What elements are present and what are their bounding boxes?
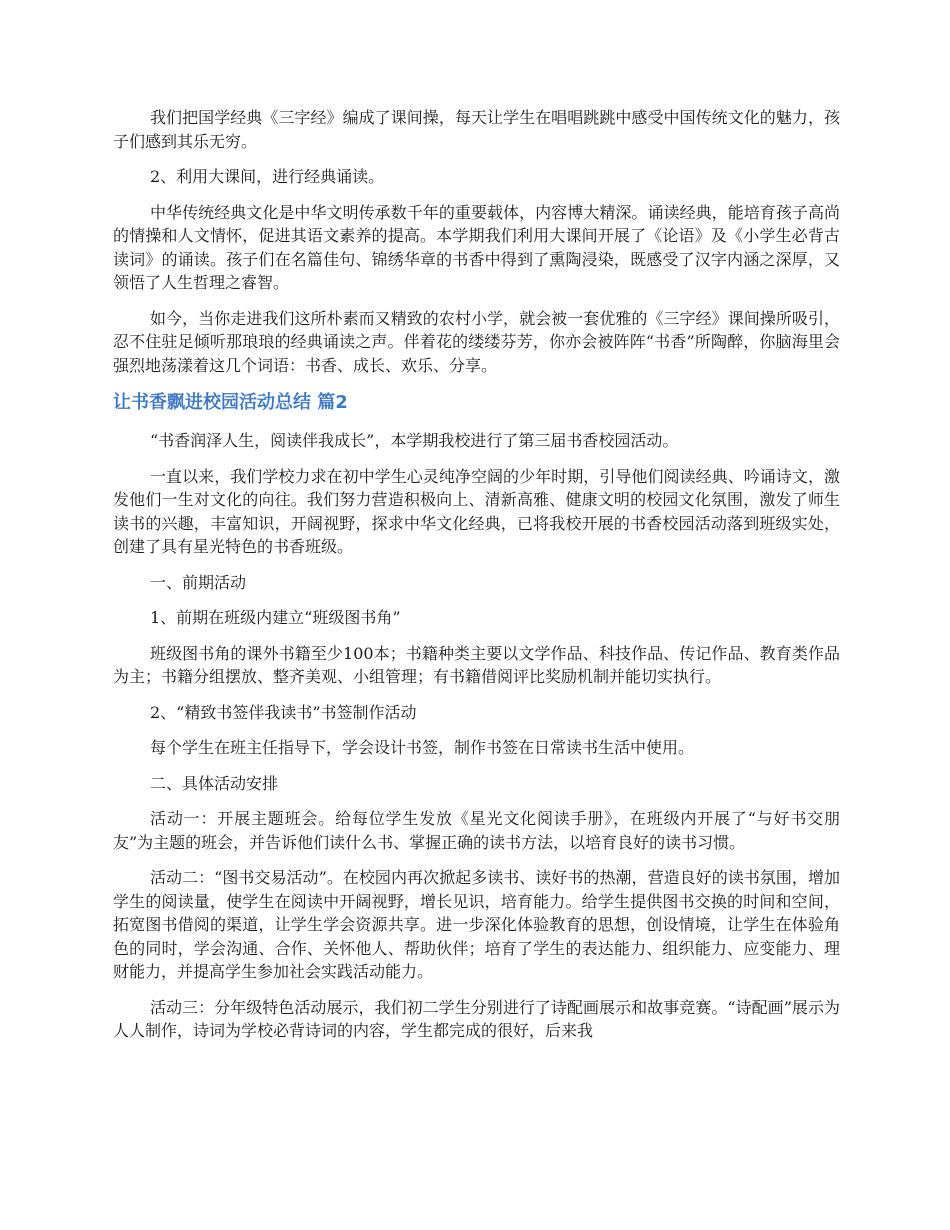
paragraph: 我们把国学经典《三字经》编成了课间操，每天让学生在唱唱跳跳中感受中国传统文化的魅力，孩子们感到其乐无穷。 xyxy=(113,108,840,151)
paragraph: 如今，当你走进我们这所朴素而又精致的农村小学，就会被一套优雅的《三字经》课间操所吸引，忍不住驻足倾听那琅琅的经典诵读之声。伴着花的缕缕芬芳，你亦会被阵阵“书香”所陶醉，你脑海里会强烈地荡漾着这几个词语：书香、成长、欢乐、分享。 xyxy=(113,308,840,375)
paragraph: 活动二：“图书交易活动”。在校园内再次掀起多读书、读好书的热潮，营造良好的读书氛围，增加学生的阅读量，使学生在阅读中开阔视野，增长见识，培育能力。给学生提供图书交换的时间和空间，拓宽图书借阅的渠道，让学生学会资源共享。进一步深化体验教育的思想，创设情境，让学生在体验角色的同时，学会沟通、合作、关怀他人、帮助伙伴；培育了学生的表达能力、组织能力、应变能力、理财能力，并提高学生参加社会实践活动能力。 xyxy=(113,868,840,981)
paragraph: 2、利用大课间，进行经典诵读。 xyxy=(150,167,385,186)
paragraph: 活动一：开展主题班会。给每位学生发放《星光文化阅读手册》，在班级内开展了“与好书交朋友”为主题的班会，并告诉他们读什么书、掌握正确的读书方法，以培育良好的读书习惯。 xyxy=(113,809,840,852)
paragraph: “书香润泽人生，阅读伴我成长”，本学期我校进行了第三届书香校园活动。 xyxy=(150,431,679,450)
paragraph: 班级图书角的课外书籍至少100本；书籍种类主要以文学作品、科技作品、传记作品、教育类作品为主；书籍分组摆放、整齐美观、小组管理；有书籍借阅评比奖励机制并能切实执行。 xyxy=(113,643,840,686)
paragraph: 1、前期在班级内建立“班级图书角” xyxy=(150,608,401,627)
paragraph: 一直以来，我们学校力求在初中学生心灵纯净空阔的少年时期，引导他们阅读经典、吟诵诗文，激发他们一生对文化的向往。我们努力营造积极向上、清新高雅、健康文明的校园文化氛围，激发了师生读书的兴趣，丰富知识，开阔视野，探求中华文化经典，已将我校开展的书香校园活动落到班级实处，创建了具有星光特色的书香班级。 xyxy=(113,466,840,556)
paragraph: 2、“精致书签伴我读书”书签制作活动 xyxy=(150,702,417,722)
document-page xyxy=(113,106,840,1055)
section-heading: 让书香飘进校园活动总结 篇2 xyxy=(113,392,348,413)
paragraph: 活动三：分年级特色活动展示，我们初二学生分别进行了诗配画展示和故事竞赛。“诗配画”展示为人人制作，诗词为学校必背诗词的内容，学生都完成的很好，后来我 xyxy=(113,997,840,1040)
paragraph: 二、具体活动安排 xyxy=(150,773,279,793)
paragraph: 一、前期活动 xyxy=(150,572,247,592)
paragraph: 每个学生在班主任指导下，学会设计书签，制作书签在日常读书生活中使用。 xyxy=(150,738,695,757)
paragraph: 中华传统经典文化是中华文明传承数千年的重要载体，内容博大精深。诵读经典，能培育孩子高尚的情操和人文情怀，促进其语文素养的提高。本学期我们利用大课间开展了《论语》及《小学生必背古读词》的诵读。孩子们在名篇佳句、锦绣华章的书香中得到了熏陶浸染，既感受了汉字内涵之深厚，又领悟了人生哲理之睿智。 xyxy=(113,202,840,292)
